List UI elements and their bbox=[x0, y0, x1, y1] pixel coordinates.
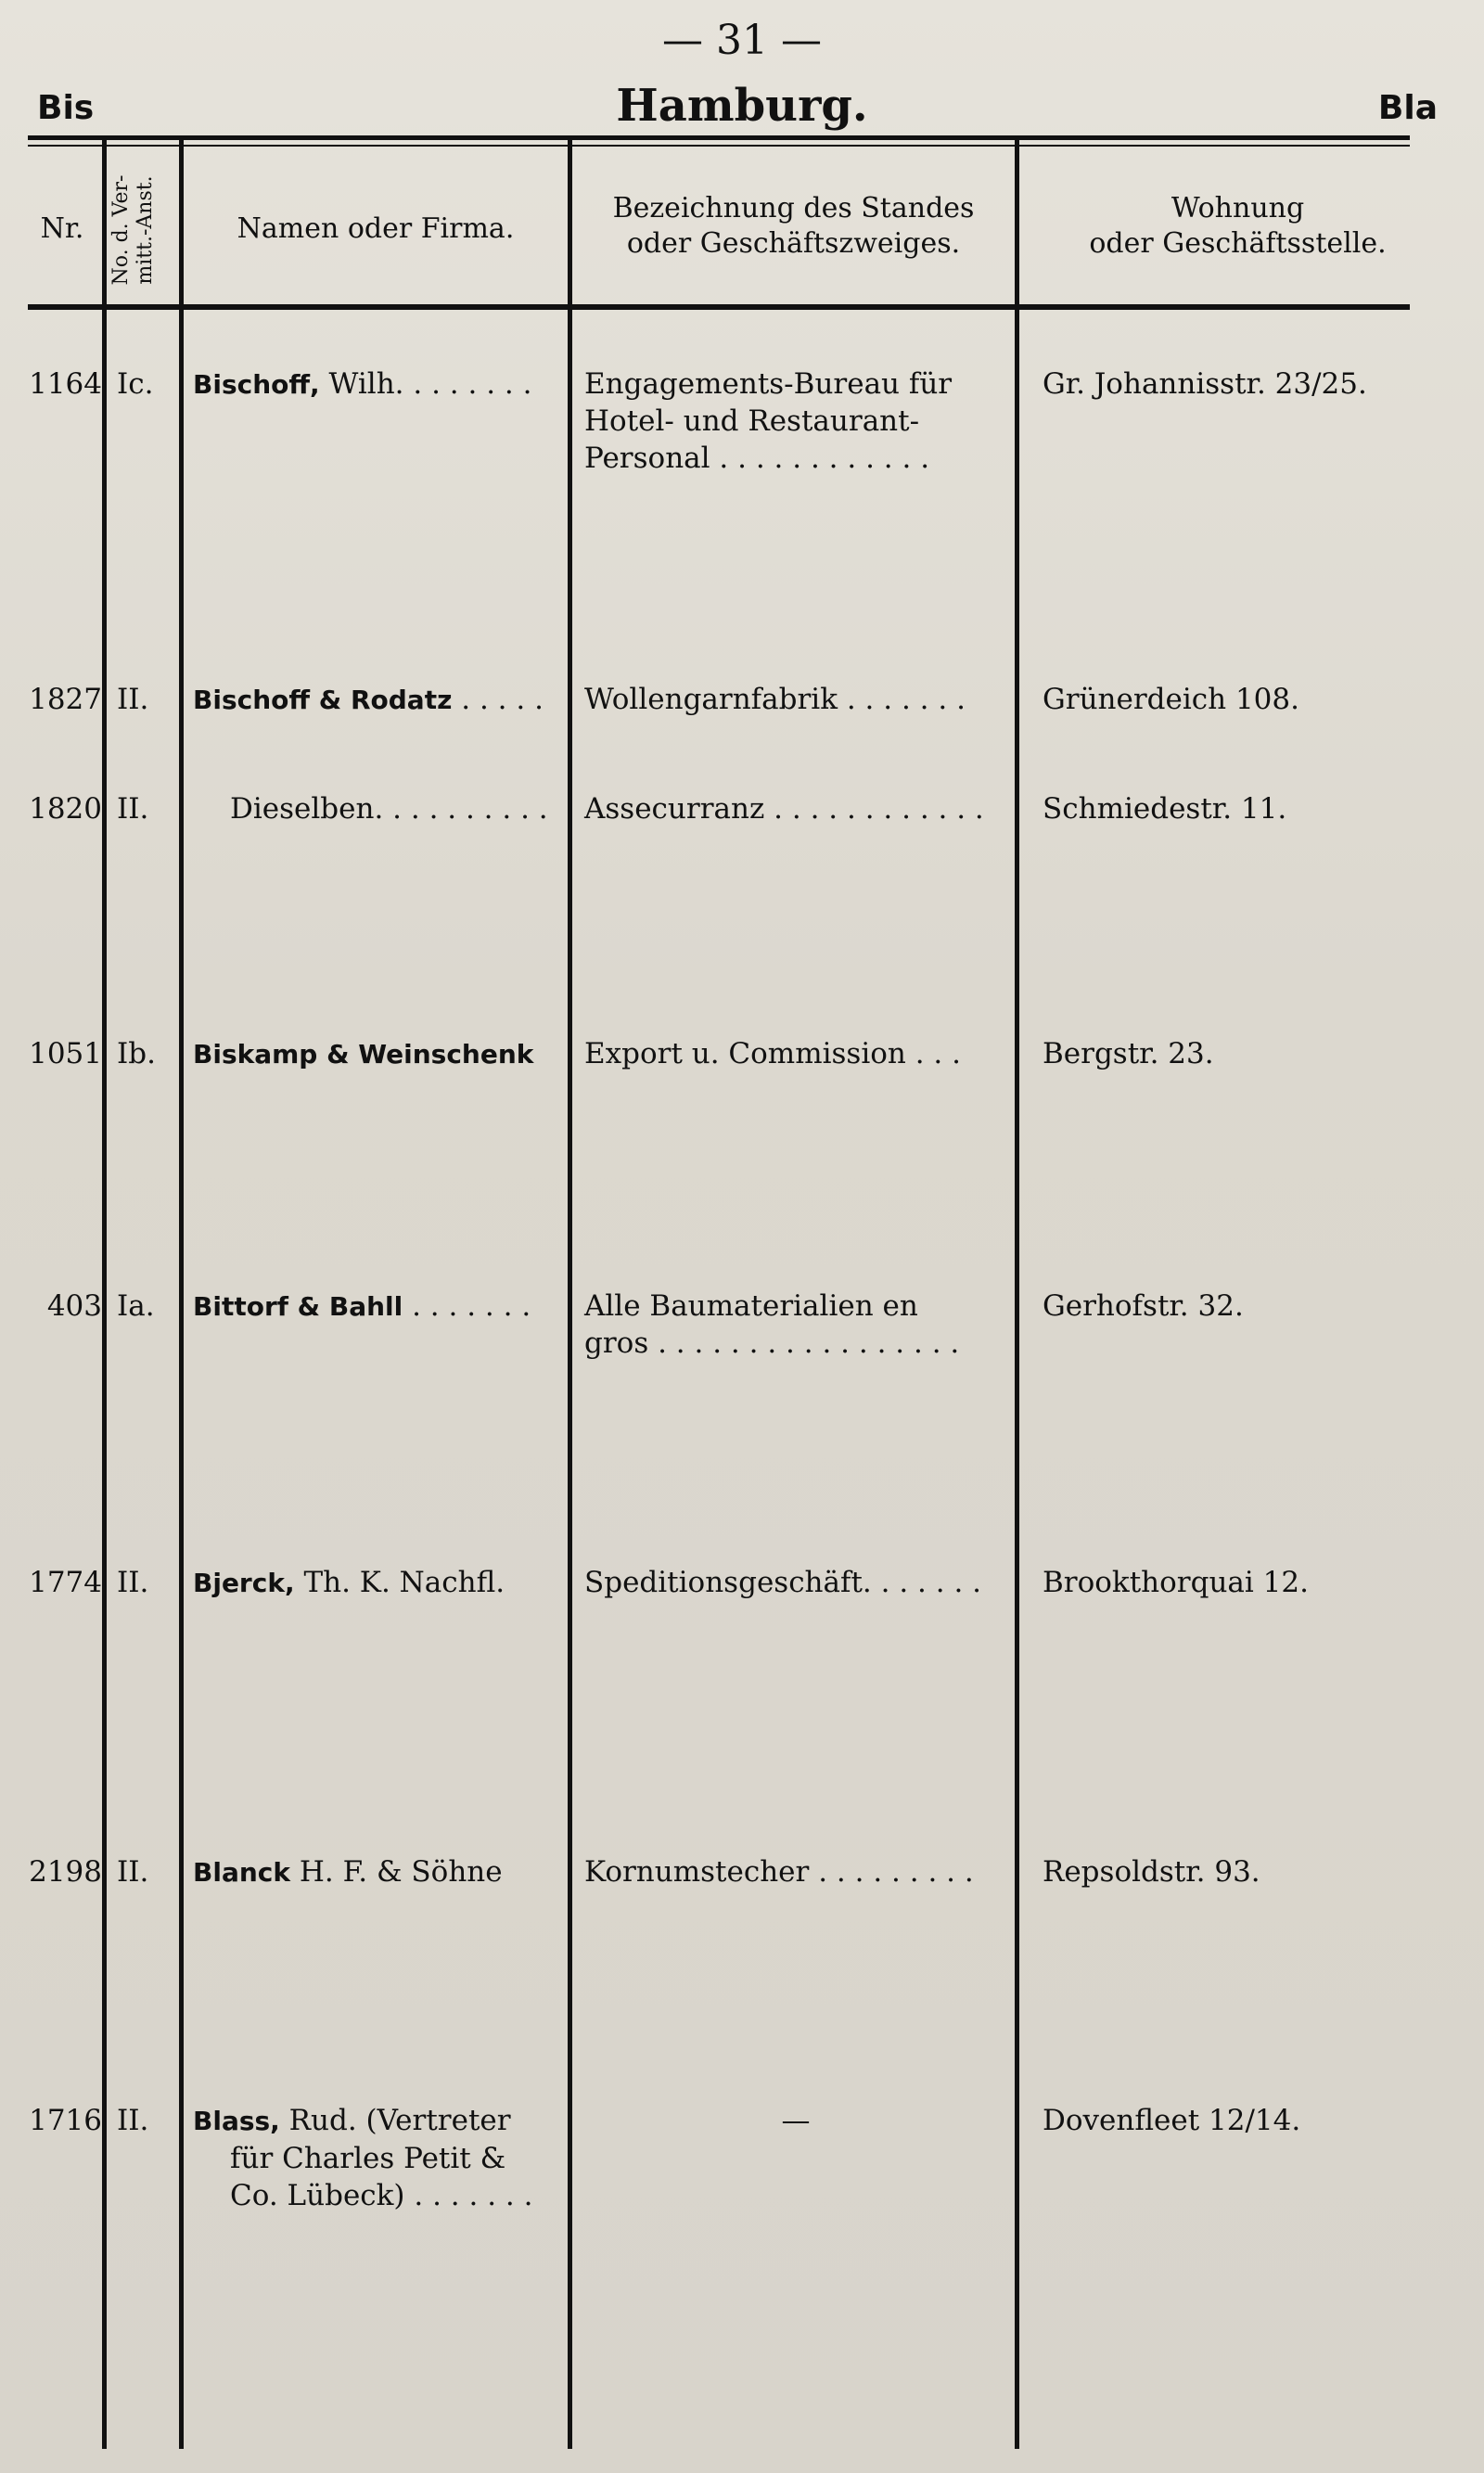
entry-address: Repsoldstr. 93. bbox=[1043, 1855, 1260, 1889]
column-header-vermittlungsanstalt bbox=[89, 156, 177, 304]
entry-name: Bischoff, Wilh. . . . . . . . bbox=[193, 367, 532, 401]
column-divider-4 bbox=[1015, 139, 1019, 2449]
entry-number: 1774 bbox=[29, 1566, 102, 1599]
entry-class: II. bbox=[117, 2104, 149, 2137]
entry-number: 1164 bbox=[29, 367, 102, 401]
entry-number: 1820 bbox=[29, 792, 102, 826]
entry-name: Dieselben. . . . . . . . . . bbox=[230, 792, 548, 826]
entry-business: — bbox=[781, 2104, 811, 2137]
entry-class: II. bbox=[117, 683, 149, 716]
entry-address: Dovenfleet 12/14. bbox=[1043, 2104, 1301, 2137]
header-range-end: Bla bbox=[1377, 89, 1438, 127]
column-header-wohnung: Wohnung oder Geschäftsstelle. bbox=[1089, 192, 1387, 260]
entry-address: Gr. Johannisstr. 23/25. bbox=[1043, 367, 1367, 401]
top-rule-thick bbox=[28, 135, 1410, 140]
entry-business: Engagements-Bureau für Hotel- und Restaurant- Personal . . . . . . . . . . . . bbox=[584, 367, 953, 475]
entry-business: Export u. Commission . . . bbox=[584, 1037, 961, 1070]
entry-address: Brookthorquai 12. bbox=[1043, 1566, 1309, 1599]
column-header-bezeichnung: Bezeichnung des Standes oder Geschäftszweiges. bbox=[612, 192, 975, 260]
top-rule-thin bbox=[28, 145, 1410, 147]
entry-business: Kornumstecher . . . . . . . . . bbox=[584, 1855, 974, 1889]
column-divider-1 bbox=[102, 139, 107, 2449]
entry-number: 1827 bbox=[29, 683, 102, 716]
page-number: — 31 — bbox=[662, 17, 822, 64]
entry-name: Blass, Rud. (Vertreter für Charles Petit & Co. Lübeck) . . . . . . . bbox=[193, 2104, 533, 2212]
entry-class: Ic. bbox=[117, 367, 154, 401]
entry-name: Blanck H. F. & Söhne bbox=[193, 1855, 503, 1889]
column-header-name: Namen oder Firma. bbox=[237, 212, 515, 245]
entry-number: 1716 bbox=[29, 2104, 102, 2137]
column-divider-3 bbox=[568, 139, 572, 2449]
entry-business: Speditionsgeschäft. . . . . . . bbox=[584, 1566, 982, 1599]
entry-address: Grünerdeich 108. bbox=[1043, 683, 1299, 716]
entry-number: 1051 bbox=[29, 1037, 102, 1070]
page-title: Hamburg. bbox=[616, 80, 868, 132]
entry-address: Bergstr. 23. bbox=[1043, 1037, 1214, 1070]
entry-address: Gerhofstr. 32. bbox=[1043, 1289, 1244, 1323]
vermitt-line-2: mitt.-Anst. bbox=[133, 175, 157, 285]
vermitt-line-1: No. d. Ver- bbox=[109, 174, 133, 286]
entry-business: Alle Baumaterialien en gros . . . . . . . . . . . . . . . . . bbox=[584, 1289, 960, 1360]
entry-class: Ia. bbox=[117, 1289, 155, 1323]
entry-class: II. bbox=[117, 1855, 149, 1889]
entry-name: Bittorf & Bahll . . . . . . . bbox=[193, 1289, 531, 1323]
entry-name: Bjerck, Th. K. Nachfl. bbox=[193, 1566, 505, 1599]
entry-class: II. bbox=[117, 1566, 149, 1599]
entry-business: Assecurranz . . . . . . . . . . . . bbox=[584, 792, 984, 826]
entry-class: Ib. bbox=[117, 1037, 156, 1070]
entry-name: Bischoff & Rodatz . . . . . bbox=[193, 683, 544, 716]
entry-address: Schmiedestr. 11. bbox=[1043, 792, 1287, 826]
entry-business: Wollengarnfabrik . . . . . . . bbox=[584, 683, 966, 716]
entry-class: II. bbox=[117, 792, 149, 826]
header-bottom-rule bbox=[28, 304, 1410, 310]
entry-number: 2198 bbox=[29, 1855, 102, 1889]
column-header-nr: Nr. bbox=[40, 212, 84, 245]
entry-name: Biskamp & Weinschenk bbox=[193, 1039, 534, 1070]
entry-number: 403 bbox=[46, 1289, 102, 1323]
header-range-start: Bis bbox=[37, 89, 95, 127]
